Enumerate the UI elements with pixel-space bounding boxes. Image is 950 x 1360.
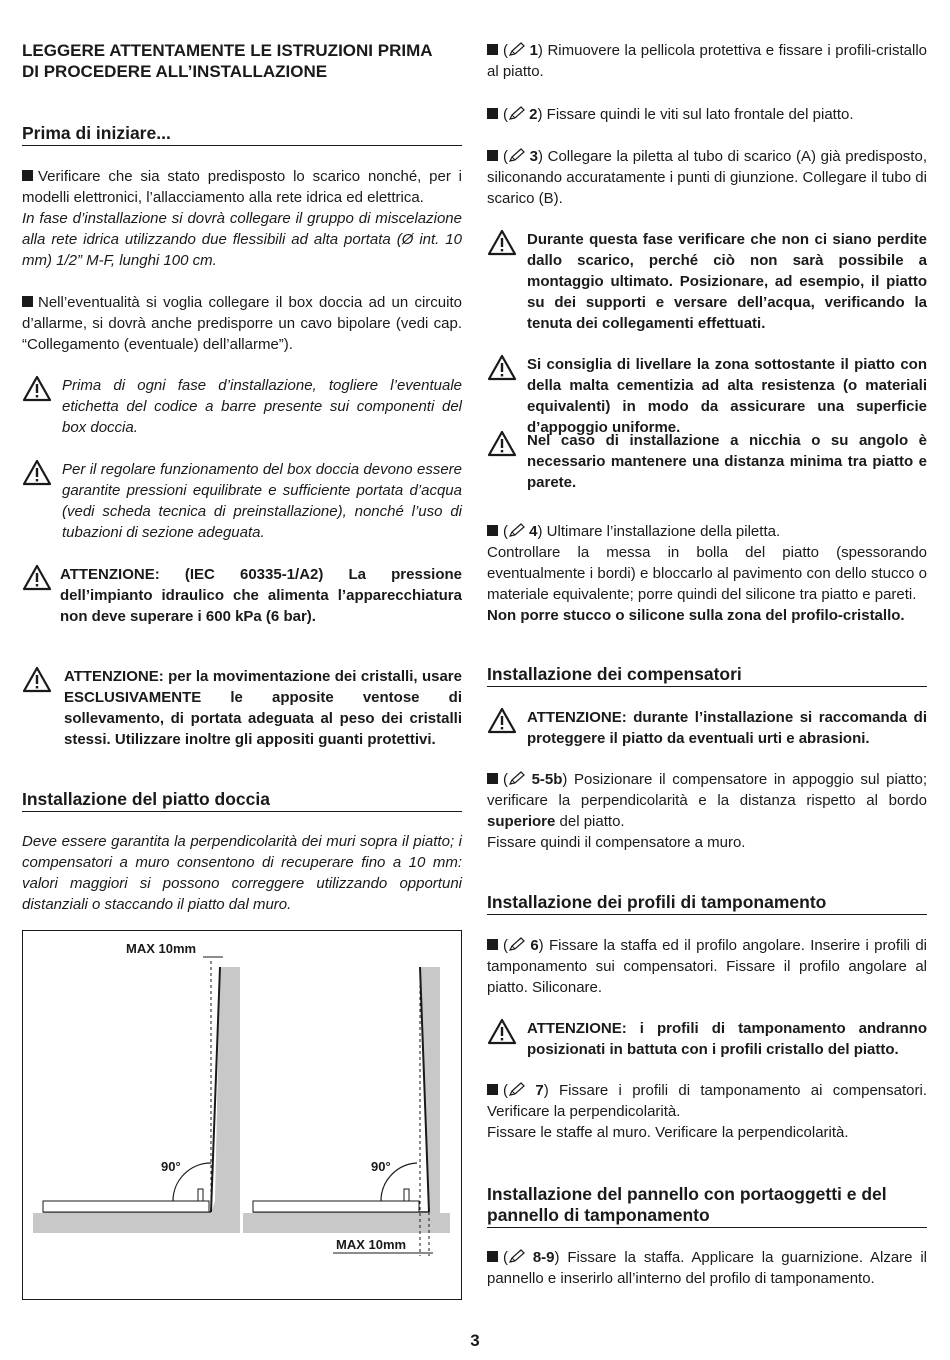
warning-protect-tray: ATTENZIONE: durante l’installazione si raccomanda di proteggere il piatto da eventuali urti e abrasioni.: [487, 707, 927, 749]
pencil-icon: [508, 937, 525, 952]
section-heading-profiles: Installazione dei profili di tamponamento: [487, 892, 927, 915]
section-heading-before: Prima di iniziare...: [22, 123, 462, 146]
step-8-9: ( 8-9) Fissare la staffa. Applicare la guarnizione. Alzare il pannello e inserirlo all’interno del profilo di tamponamento.: [487, 1249, 927, 1287]
step-2: ( 2) Fissare quindi le viti sul lato frontale del piatto.: [487, 104, 927, 125]
main-title: LEGGERE ATTENTAMENTE LE ISTRUZIONI PRIMA DI PROCEDERE ALL’INSTALLAZIONE: [22, 41, 433, 81]
pencil-icon: [508, 1249, 525, 1264]
step-4: ( 4) Ultimare l’installazione della piletta. Controllare la messa in bolla del piatto (spessorando eventualmente i bordi) e bloccarlo al pavimento con dello stucco o materiale equivalente; porre quindi del silicone tra piatto e pareti. Non porre stucco o silicone sulla zona del profilo-cristallo.: [487, 523, 927, 624]
warning-triangle-icon: [487, 430, 517, 457]
paragraph-preparation: Verificare che sia stato predisposto lo scarico nonché, per i modelli elettronici, l’allacciamento alla rete idrica ed elettrica. In fase d’installazione si dovrà collegare il gruppo di miscelazione alla rete idrica utilizzando due flessibili ad alta portata (Ø int. 10 mm) 1/2” M-F, lunghi 100 cm.: [22, 168, 462, 269]
pencil-icon: [508, 771, 525, 786]
warning-triangle-icon: [22, 375, 52, 402]
pencil-icon: [508, 523, 525, 538]
step-3: ( 3) Collegare la piletta al tubo di scarico (A) già predisposto, siliconando accuratamente i punti di giunzione. Collegare il tubo di scarico (B).: [487, 148, 927, 207]
bullet-square-icon: [22, 296, 33, 307]
max-label-right: MAX 10mm: [336, 1237, 407, 1252]
bullet-square-icon: [487, 773, 498, 784]
bullet-square-icon: [22, 170, 33, 181]
warning-triangle-icon: [487, 229, 517, 256]
max-label-left: MAX 10mm: [126, 941, 197, 956]
floor-right: [243, 1213, 450, 1233]
bullet-square-icon: [487, 108, 498, 119]
step-7: ( 7) Fissare i profili di tamponamento ai compensatori. Verificare la perpendicolarità. Fissare le staffe al muro. Verificare la perpendicolarità.: [487, 1082, 927, 1141]
warning-pressure: Per il regolare funzionamento del box doccia devono essere garantite pressioni equilibrate e sufficiente portata d’acqua (vedi scheda tecnica di preinstallazione), nonché l’uso di tubazioni di sezione adeguata.: [22, 459, 462, 543]
warning-iec: ATTENZIONE: (IEC 60335-1/A2) La pressione dell’impianto idraulico che alimenta l’apparecchiatura non deve superare i 600 kPa (6 bar).: [22, 564, 462, 627]
bullet-square-icon: [487, 150, 498, 161]
tray-left: [43, 1201, 209, 1212]
warning-triangle-icon: [22, 459, 52, 486]
paragraph-tray: Deve essere garantita la perpendicolarità dei muri sopra il piatto; i compensatori a muro consentono di recuperare fino a 10 mm: valori maggiori si possono correggere utilizzando opportuni distanziali o staccando il piatto dal muro.: [22, 833, 462, 913]
bullet-square-icon: [487, 44, 498, 55]
angle-label-left: 90°: [161, 1159, 181, 1174]
diagram-svg: [23, 931, 461, 1299]
pencil-icon: [508, 42, 525, 57]
wall-right: [420, 967, 440, 1233]
step-1: ( 1) Rimuovere la pellicola protettiva e fissare i profili-cristallo al piatto.: [487, 42, 927, 80]
warning-triangle-icon: [487, 354, 517, 381]
bullet-square-icon: [487, 939, 498, 950]
pencil-icon: [508, 1082, 525, 1097]
paragraph-alarm: Nell’eventualità si voglia collegare il box doccia ad un circuito d’allarme, si dovrà anche predisporre un cavo bipolare (vedi cap. “Collegamento (eventuale) dell’allarme”).: [22, 294, 462, 353]
floor-left: [33, 1213, 240, 1233]
warning-glass-handling: ATTENZIONE: per la movimentazione dei cristalli, usare ESCLUSIVAMENTE le apposite ventose di sollevamento, di portata adeguata al peso dei cristalli stessi. Utilizzare inoltre gli appositi guanti protettivi.: [22, 666, 462, 750]
pencil-icon: [508, 148, 525, 163]
angle-label-right: 90°: [371, 1159, 391, 1174]
page-number: 3: [470, 1331, 480, 1350]
warning-barcode: Prima di ogni fase d’installazione, togliere l’eventuale etichetta del codice a barre presente sui componenti del box doccia.: [22, 375, 462, 438]
bullet-square-icon: [487, 1251, 498, 1262]
profile-right: [404, 1189, 409, 1201]
step-6: ( 6) Fissare la staffa ed il profilo angolare. Inserire i profili di tamponamento sui compensatori. Fissare il profilo angolare al piatto. Siliconare.: [487, 937, 928, 996]
warning-niche: Nel caso di installazione a nicchia o su angolo è necessario mantenere una distanza minima tra piatto e parete.: [487, 430, 927, 493]
step-5: ( 5-5b) Posizionare il compensatore in appoggio sul piatto; verificare la perpendicolarità e la distanza rispetto al bordo superiore del piatto. Fissare quindi il compensatore a muro.: [487, 771, 927, 851]
figure-wall-perpendicularity: [22, 930, 462, 1300]
pencil-icon: [508, 106, 525, 121]
warning-leveling: Si consiglia di livellare la zona sottostante il piatto con della malta cementizia ad alta resistenza (o materiali equivalenti) in modo da assicurare una superficie d’appoggio uniforme.: [487, 354, 927, 438]
warning-profiles: ATTENZIONE: i profili di tamponamento andranno posizionati in battuta con i profili cristallo del piatto.: [487, 1018, 927, 1060]
warning-triangle-icon: [22, 564, 52, 591]
section-heading-compensators: Installazione dei compensatori: [487, 664, 927, 687]
profile-left: [198, 1189, 203, 1201]
warning-leaks: Durante questa fase verificare che non ci siano perdite dallo scarico, perché ciò non sarà possibile a montaggio ultimato. Posizionare, ad esempio, il piatto su dei supporti e versare dell’acqua, verificando la tenuta dei collegamenti effettuati.: [487, 229, 927, 334]
warning-triangle-icon: [22, 666, 52, 693]
tray-right: [253, 1201, 419, 1212]
section-heading-tray: Installazione del piatto doccia: [22, 789, 462, 812]
section-heading-panel: Installazione del pannello con portaoggetti e del pannello di tamponamento: [487, 1184, 927, 1228]
bullet-square-icon: [487, 1084, 498, 1095]
warning-triangle-icon: [487, 707, 517, 734]
bullet-square-icon: [487, 525, 498, 536]
warning-triangle-icon: [487, 1018, 517, 1045]
